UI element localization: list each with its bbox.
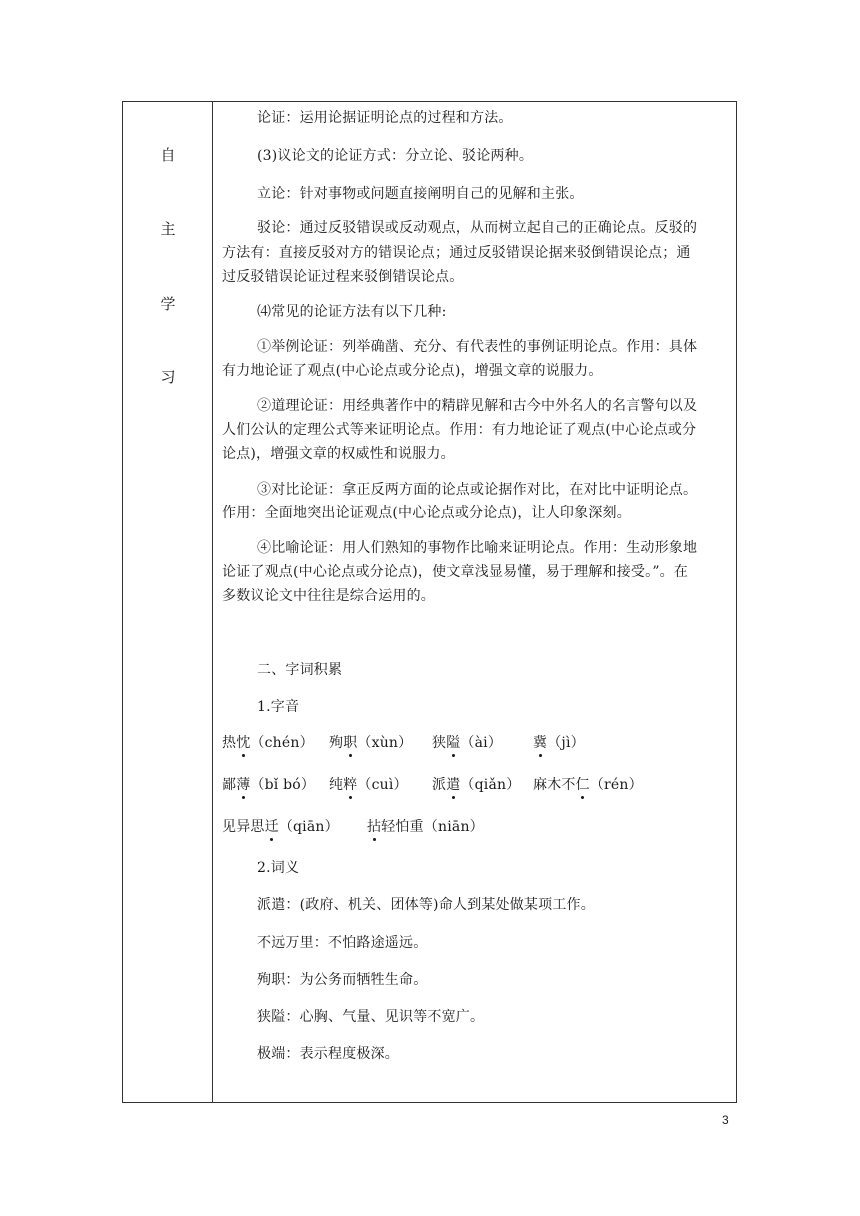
text-line: ④比喻论证：用人们熟知的事物作比喻来证明论点。作用：生动形象地 xyxy=(257,540,698,556)
page-number: 3 xyxy=(722,1113,729,1127)
vocab-item: 狭隘：心胸、气量、见识等不宽广。 xyxy=(257,1009,485,1025)
vocab-item: 极端：表示程度极深。 xyxy=(257,1046,399,1062)
emphasis-dot: 隘 xyxy=(446,732,460,752)
vocab-item: 不远万里：不怕路途遥远。 xyxy=(257,935,428,951)
pinyin-entry: 派遣（qiǎn） xyxy=(432,774,520,794)
pinyin-entry: 麻木不仁（rén） xyxy=(533,774,643,794)
emphasis-dot: 迁 xyxy=(265,816,279,836)
pinyin-entry: 见异思迁（qiān） xyxy=(222,816,339,836)
text-line: 论证了观点(中心论点或分论点)，使文章浅显易懂，易于理解和接受。”。在 xyxy=(222,564,689,580)
text-line: 论点)，增强文章的权威性和说服力。 xyxy=(222,446,455,462)
sidebar-char: 学 xyxy=(160,295,176,313)
pinyin-entry: 殉职（xùn） xyxy=(329,732,412,752)
vocab-item: 殉职：为公务而牺牲生命。 xyxy=(257,972,428,988)
pinyin-entry: 鄙薄（bǐ bó） xyxy=(222,774,315,794)
text-line: 论证：运用论据证明论点的过程和方法。 xyxy=(257,110,513,126)
pinyin-entry: 冀（jì） xyxy=(533,732,585,752)
subsection-heading: 1.字音 xyxy=(257,699,300,715)
vocab-item: 派遣：(政府、机关、团体等)命人到某处做某项工作。 xyxy=(257,897,595,913)
emphasis-dot: 仁 xyxy=(576,774,590,794)
text-line: ⑷常见的论证方法有以下几种: xyxy=(257,304,447,320)
sidebar-char: 习 xyxy=(160,368,176,386)
text-line: 有力地论证了观点(中心论点或分论点)，增强文章的说服力。 xyxy=(222,363,603,379)
emphasis-dot: 职 xyxy=(343,732,357,752)
text-line: ③对比论证：拿正反两方面的论点或论据作对比，在对比中证明论点。 xyxy=(257,482,698,498)
text-line: 驳论：通过反驳错误或反动观点，从而树立起自己的正确论点。反驳的 xyxy=(257,220,698,236)
emphasis-dot: 薄 xyxy=(236,774,250,794)
subsection-heading: 2.词义 xyxy=(257,860,300,876)
text-line: ①举例论证：列举确凿、充分、有代表性的事例证明论点。作用：具体 xyxy=(257,339,698,355)
emphasis-dot: 冀 xyxy=(533,732,547,752)
emphasis-dot: 遣 xyxy=(446,774,460,794)
sidebar-char: 自 xyxy=(160,146,176,164)
text-line: 人们公认的定理公式等来证明论点。作用：有力地论证了观点(中心论点或分 xyxy=(222,422,697,438)
text-line: 作用：全面地突出论证观点(中心论点或分论点)，让人印象深刻。 xyxy=(222,505,631,521)
pinyin-entry: 纯粹（cuì） xyxy=(329,774,408,794)
pinyin-entry: 拈轻怕重（niān） xyxy=(367,816,484,836)
text-line: (3)议论文的论证方式：分立论、驳论两种。 xyxy=(257,148,534,164)
column-divider xyxy=(212,101,213,1103)
text-line: 过反驳错误论证过程来驳倒错误论点。 xyxy=(222,269,464,285)
text-line: 立论：针对事物或问题直接阐明自己的见解和主张。 xyxy=(257,186,584,202)
sidebar-char: 主 xyxy=(160,220,176,238)
section-heading: 二、字词积累 xyxy=(257,662,343,678)
text-line: ②道理论证：用经典著作中的精辟见解和古今中外名人的名言警句以及 xyxy=(257,398,698,414)
emphasis-dot: 粹 xyxy=(343,774,357,794)
pinyin-entry: 狭隘（ài） xyxy=(432,732,502,752)
emphasis-dot: 拈 xyxy=(367,816,381,836)
pinyin-entry: 热忱（chén） xyxy=(222,732,314,752)
emphasis-dot: 忱 xyxy=(236,732,250,752)
text-line: 多数议论文中往往是综合运用的。 xyxy=(222,588,435,604)
text-line: 方法有：直接反驳对方的错误论点；通过反驳错误论据来驳倒错误论点；通 xyxy=(222,245,691,261)
